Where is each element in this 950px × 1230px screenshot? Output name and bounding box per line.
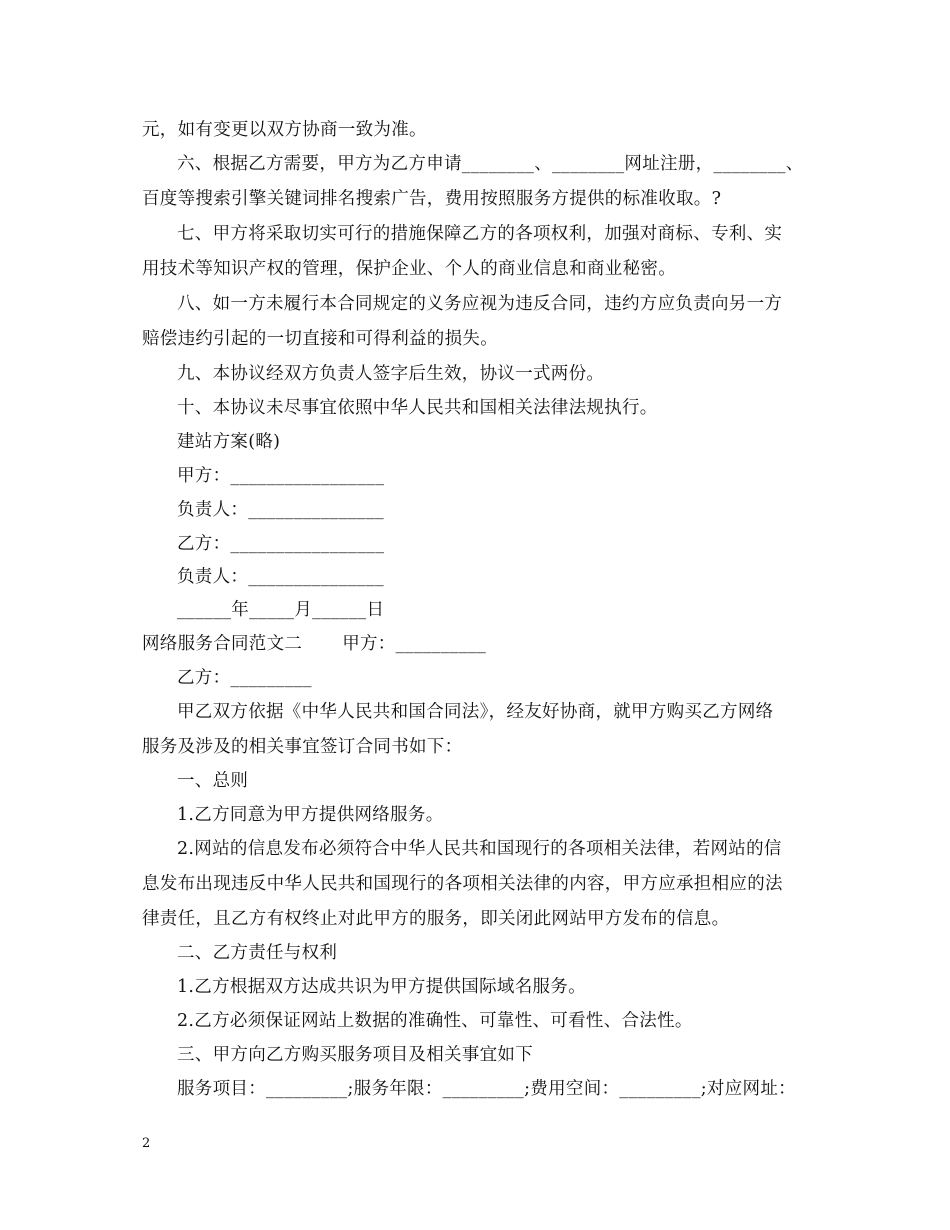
text-line: 用技术等知识产权的管理，保护企业、个人的商业信息和商业秘密。	[142, 259, 676, 279]
text-line: 2.网站的信息发布必须符合中华人民共和国现行的各项相关法律，若网站的信	[177, 839, 782, 859]
text-line: 十、本协议未尽事宜依照中华人民共和国相关法律法规执行。	[177, 398, 658, 418]
text-line: 服务项目：_________;服务年限：_________;费用空间：_________;对应网址：	[177, 1079, 796, 1099]
date-field: ______年_____月______日	[177, 600, 385, 620]
text-line: 息发布出现违反中华人民共和国现行的各项相关法律的内容，甲方应承担相应的法	[142, 874, 783, 894]
party-b-field: 乙方：_________	[177, 668, 312, 688]
text-line: 七、甲方将采取切实可行的措施保障乙方的各项权利，加强对商标、专利、实	[177, 224, 783, 244]
heading-line: 二、乙方责任与权利	[177, 943, 338, 963]
text-line: 律责任，且乙方有权终止对此甲方的服务，即关闭此网站甲方发布的信息。	[142, 909, 730, 929]
section-title: 网络服务合同范文二	[142, 634, 303, 654]
text-line: 1.乙方根据双方达成共识为甲方提供国际域名服务。	[177, 977, 586, 997]
text-line: 元，如有变更以双方协商一致为准。	[142, 120, 427, 140]
text-line: 八、如一方未履行本合同规定的义务应视为违反合同，违约方应负责向另一方	[177, 294, 783, 314]
text-line: 甲乙双方依据《中华人民共和国合同法》，经友好协商，就甲方购买乙方网络	[177, 702, 774, 722]
heading-line: 三、甲方向乙方购买服务项目及相关事宜如下	[177, 1045, 533, 1065]
party-a-field: 甲方：__________	[342, 634, 487, 654]
signature-field: 负责人：_______________	[177, 500, 384, 520]
text-line: 1.乙方同意为甲方提供网络服务。	[177, 805, 444, 825]
signature-field: 负责人：_______________	[177, 567, 384, 587]
text-line: 六、根据乙方需要，甲方为乙方申请________、________网址注册，________、	[177, 154, 804, 174]
heading-line: 一、总则	[177, 771, 249, 791]
text-line: 百度等搜索引擎关键词排名搜索广告，费用按照服务方提供的标准收取。?	[142, 189, 722, 209]
signature-field: 甲方：_________________	[177, 466, 385, 486]
section-title-line	[142, 632, 486, 656]
text-line: 九、本协议经双方负责人签字后生效，协议一式两份。	[177, 364, 605, 384]
signature-field: 乙方：_________________	[177, 534, 385, 554]
page-number: 2	[142, 1136, 151, 1151]
text-line: 建站方案(略)	[177, 432, 281, 452]
text-line: 2.乙方必须保证网站上数据的准确性、可靠性、可看性、合法性。	[177, 1011, 693, 1031]
text-line: 赔偿违约引起的一切直接和可得利益的损失。	[142, 329, 498, 349]
text-line: 服务及涉及的相关事宜签订合同书如下：	[142, 737, 463, 757]
